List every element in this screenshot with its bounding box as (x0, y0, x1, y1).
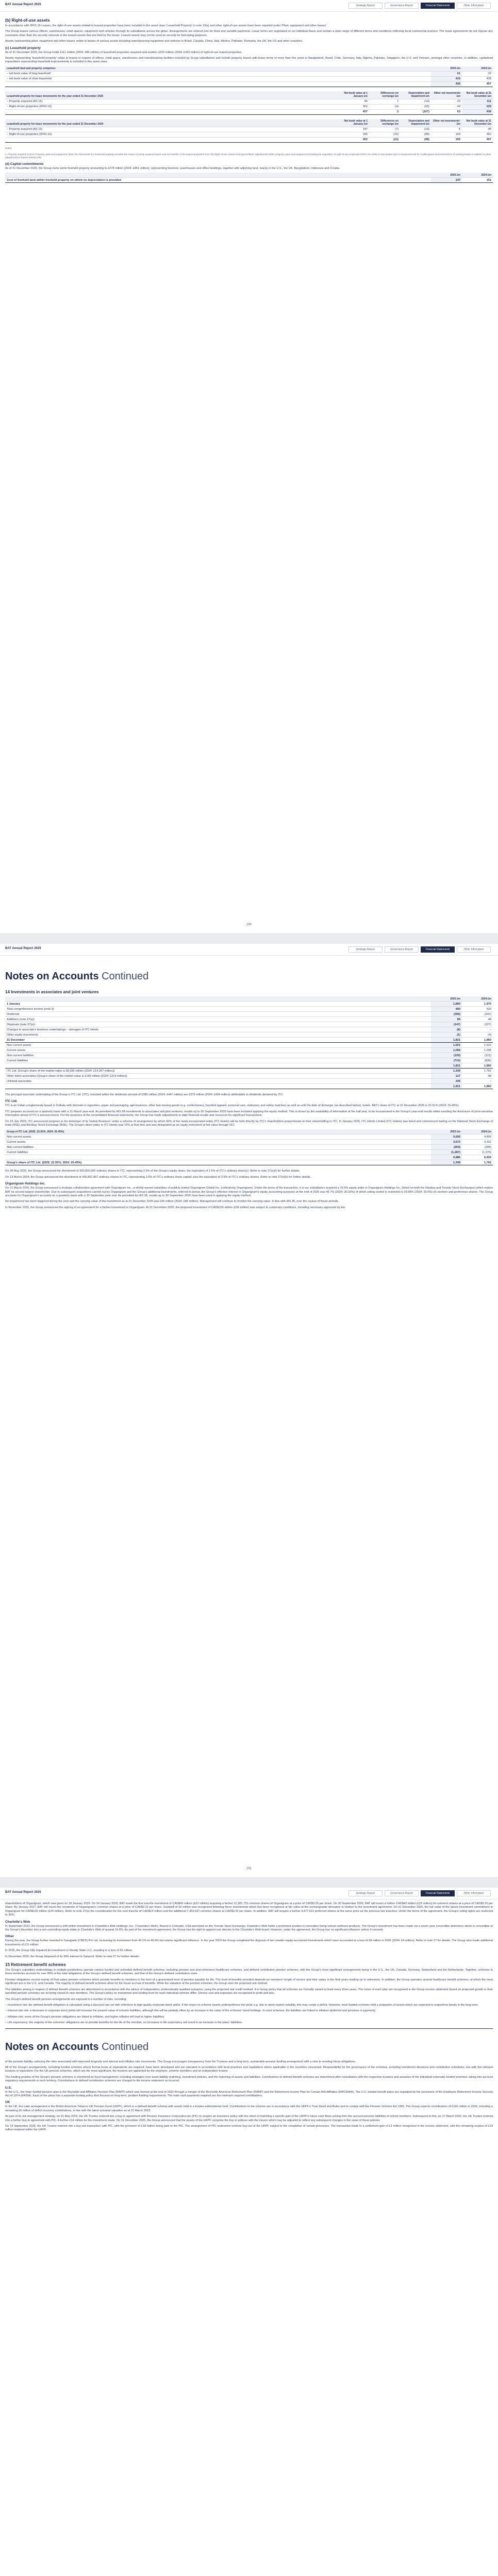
table-row (5, 1079, 493, 1084)
row-label (5, 81, 431, 87)
value-2024: 1,860 (462, 1038, 493, 1043)
row-label: – net book value of long leasehold (5, 71, 431, 76)
table-total-row (5, 1063, 493, 1069)
page-title (5, 2041, 493, 2053)
paragraph: No impairment has been triggered during the year and the carrying value of the investment as at 31 December 2025 was £95 million (2024: £85 million). Management will continue to monitor the carrying value. In line with IAS 36, over the course of future periods. (5, 1200, 339, 1204)
value-2024: 151 (462, 178, 493, 183)
value-2025: 5,605 (431, 1134, 462, 1140)
paragraph: On 24 July 2023, ITC announced progress in the demerger of its 'Hotels Business' under a scheme of arrangement by which 60% of the newly incorporated entity (ITC Hotels) will be held directly by ITC's shareholders proportionate to their shareholding in ITC. In January 2025, ITC Hotels Limited (ITC Hotels) was listed and commenced trading on the National Stock Exchange of India (NSE) and Bombay Stock Exchange (BSE). The Group's direct stake in ITC Hotels was 15% at that time and was designated as an equity instrument at fair value through OCI. (5, 1120, 493, 1127)
title-continued: Continued (102, 2041, 149, 2053)
tab-governance-report[interactable]: Governance Report (385, 3, 419, 9)
value-2025: 1,821 (431, 1063, 462, 1069)
paragraph: As of 31 December 2025, the Group owns some freehold property amounting to £278 million (2024: £861 million), representing factories, warehouses and office buildings, together with adjoining land, mainly in the U.S., the UK, Bangladesh, Indonesia and Croatia. (5, 166, 340, 170)
paragraph: In December 2025, the Group disposed of its 30% interest in Sanpont. Refer to note 27 for further details. (5, 1955, 140, 1958)
table-cell: 7 (369, 99, 400, 104)
row-label: Group's share of ITC Ltd. (2025: 22.91%; 2024: 25.45%) (5, 1160, 431, 1165)
tab-financial-statements[interactable]: Financial Statements (421, 1890, 455, 1896)
value-2024: 1,762 (462, 1160, 493, 1165)
paragraph: In 2025, the Group fully impaired its investment in Steady State LLC, resulting in a loss of £6 million. (5, 1949, 133, 1953)
paragraph: On 11 March 2024, the Group announced a strategic collaboration agreement with Organigram Inc., a wholly-owned subsidiary of publicly traded Organigram Global Inc. (collectively Organigram). Under the terms of the transaction, it is our subsidiaries acquired a 19.9% equity stake in Organigram Holdings Inc. (listed on both the Nasdaq and Toronto Stock Exchanges) which makes BAT its second largest shareholder. Due to subsequent acquisitions carried out by Organigram and the Group's additional investments, referred to below, the Group's effective interest in Organigram's equity accounting purposes at the end of 2025 was 45.7% (2024: 30.33%) of which voting control is restricted to 29.99% (2024: 29.9%) of common and preference shares. The Group accounts for Organigram's accounts on a quarterly basis with a 30 September year end. As permitted by IAS 28, results up to 30 September 2025 have been used in applying the equity method. (5, 1187, 493, 1198)
row-label: Other listed associates (Group's share of the market value is £196 million (2024: £314 million)) (5, 1074, 431, 1079)
value-2024: (4) (462, 1032, 493, 1038)
row-label: Non-current assets (5, 1043, 431, 1048)
row-label: – Property acquired (AS 16) (5, 127, 338, 132)
table-header: Net book value at 1 January £m (338, 91, 369, 99)
table-header: Net book value at 31 December £m (462, 119, 493, 127)
value-2024: 6,925 (462, 1155, 493, 1160)
report-page-291 (0, 944, 498, 1877)
row-label: Dividends (5, 1012, 431, 1017)
value-2024: 1,970 (462, 1002, 493, 1007)
report-page-290 (0, 0, 498, 933)
value-2024: (309) (462, 1145, 493, 1150)
paragraph: The Group's defined benefit pension arrangements are exposed to a number of risks, including: (5, 1997, 127, 2001)
row-label: Current assets (5, 1140, 431, 1145)
value-2024: 98 (462, 1074, 493, 1079)
table-header-blank (5, 996, 431, 1002)
table-cell: 147 (338, 127, 369, 132)
report-page-292 (0, 1888, 498, 2576)
table-row (5, 1058, 493, 1063)
section-heading: 14 Investments in associates and joint ventures (5, 990, 99, 994)
table-row (5, 1022, 493, 1027)
table-cell: 305 (338, 132, 369, 137)
value-2024: 435 (462, 76, 493, 81)
table-cell: 165 (431, 137, 462, 142)
table-cell: (22) (369, 137, 400, 142)
paragraph: As part of its risk management strategy, on 31 May 2019, the UK Trustee entered into a buy-in agreement with Pension Insurance Corporation plc (PIC) to acquire an insurance policy with the intent of matching a specific part of the UKPF's future cash flows arising from the accrued pension liabilities of retired members. Subsequent to this, on 17 March 2022, the UK Trustee entered into a further buy-in agreement with PIC. A further £14 million for the investment made. On 31 December 2025, the Group announced that the assets of the UKPF comprise the buy-in policies with the insurer which may be adjusted to reflect any subsequent changes in the value of these policies. (5, 2115, 493, 2122)
table-row (5, 127, 493, 132)
value-2024: 1,762 (462, 1069, 493, 1074)
value-2025: (147) (431, 1022, 462, 1027)
table-title: Leasehold land and property comprises (5, 66, 431, 72)
paragraph: of the pension liability, reducing the risks associated with improved longevity and interest and inflation rate movements. The Group encourages transparency from the Trustees and a long-term, sustainable pension funding arrangement with a view to meeting future obligations. (5, 2060, 356, 2063)
table-header: Differences on exchange £m (369, 119, 400, 127)
page-header (0, 0, 498, 12)
table-row (5, 1155, 493, 1160)
table-row (5, 1145, 493, 1150)
col-header-2025: 2025 £m (431, 996, 462, 1002)
table-cell: (10) (400, 127, 431, 132)
row-label: 31 December (5, 1038, 431, 1043)
row-label (5, 1063, 431, 1069)
row-label: Current assets (5, 1048, 431, 1053)
table-row (5, 1007, 493, 1012)
page-number: 291 (246, 1867, 252, 1870)
row-label: – Right-of-use properties (IFRS 16) (5, 132, 338, 137)
table-row (5, 1074, 493, 1079)
value-2024: – (462, 1079, 493, 1084)
table-header: Net book value at 1 January £m (338, 119, 369, 127)
table-row (5, 1032, 493, 1038)
subsection-heading: U.S. (5, 2086, 12, 2090)
paragraph: Assets representing plant, equipment and other leases' relate to leases of various assets including manufacturing equipment and vehicles in Brazil, Canada, China, Italy, Mexico, Pakistan, Romania, the UK, the US and other countries. (5, 40, 303, 43)
row-label: Additions (note 27(a)) (5, 1017, 431, 1022)
value-2025: (8) (431, 1027, 462, 1032)
paragraph: In the UK, the main arrangement is the British American Tobacco UK Pension Fund (UKPF), which is a defined benefit scheme with assets held in a trustee-administered fund. Contributions to the scheme are in accordance with the UKPF's Trust Deed and Rules and to comply with the Pension Scheme Act 1995. The Group expects contributions of £165 million in 2026, including a remaining £6 million of deficit recovery contributions, in line with the latest actuarial valuation as at 31 March 2023. (5, 2105, 493, 2112)
table-header: Differences on exchange £m (369, 91, 400, 99)
table-row (5, 1002, 493, 1007)
value-2024: (447) (462, 1012, 493, 1017)
table-row (5, 1048, 493, 1053)
title-text: Notes on Accounts (5, 971, 99, 982)
paragraph: – Interest rate risk: a decrease in corporate bond yields will increase the present value of scheme liabilities, although this will be partially offset by an increase in the value of the schemes' bond holdings. In most schemes, the liabilities are linked to inflation (deferred and pensions in payment); (5, 2009, 376, 2013)
paragraph: – Life expectancy: the majority of the schemes' obligations are to provide benefits for the life of the member, so increases in life expectancy will result in an increase in the plans' liabilities. (5, 2021, 243, 2025)
value-2025: 1,349 (431, 1160, 462, 1165)
value-2024: – (462, 1027, 493, 1032)
table-row (5, 1012, 493, 1017)
value-2025: 415 (431, 76, 462, 81)
page-content (5, 958, 493, 1212)
value-2024: (836) (462, 1058, 493, 1063)
table-cell: 452 (338, 137, 369, 142)
table-cell: 225 (462, 104, 493, 109)
tab-strategic-report[interactable]: Strategic Report (348, 3, 383, 9)
tab-financial-statements[interactable]: Financial Statements (421, 3, 455, 9)
table-total-row (5, 1160, 493, 1165)
tab-other-information[interactable]: Other Information (457, 1890, 491, 1896)
value-2025: 84 (431, 1017, 462, 1022)
value-2024: 4,152 (462, 1140, 493, 1145)
report-name: BAT Annual Report 2025 (5, 1891, 41, 1894)
table-cell: (98) (400, 137, 431, 142)
table-cell: 3 (369, 109, 400, 114)
value-2025: (254) (431, 1145, 462, 1150)
subsection-heading: Organigram Holdings Inc. (5, 1182, 46, 1186)
table-total-row (5, 137, 493, 142)
row-label: Disposals (note 27(e)) (5, 1022, 431, 1027)
page-separator (0, 1877, 498, 1888)
paragraph: On 13 March 2024, the Group announced the divestment of 436,851,457 ordinary shares in ITC, representing 3.5% of ITC's ordinary share capital; plus the equivalent of 3.5% of ITC's ordinary shares. Refer to note 27(e)(ii) for further details. (5, 1175, 311, 1179)
paragraph: The liabilities arising in respect of defined benefit schemes are determined in accordance with the advice of independent, professionally qualified actuaries, using the projected unit credit method. It is Group policy that all schemes are formally valued at least every three years. The notes of each plan are recognised in the Group income statement based on projected growth in their specified pension schemes are all being closed to new members. The Group's policy on investment and funding level for each individual scheme differ. Service cost and expenses are recognised in profit and loss. (5, 1988, 493, 1995)
table-row (5, 1017, 493, 1022)
tab-strategic-report[interactable]: Strategic Report (348, 946, 383, 953)
row-label (5, 1155, 431, 1160)
paragraph: Assets representing 'leasehold property' relate to leases in respect of offices, retail space, warehouses and manufacturing facilities included by Group subsidiaries and include property leases with lease terms of more than five years in Bangladesh, Brazil, Chile, Germany, Italy, Nigeria, Pakistan, Singapore, the U.S. and Vietnam, amongst other countries. In addition, capitalised expenditure representing leasehold improvements is included in this asset class. (5, 57, 493, 64)
table-cell: 457 (462, 137, 493, 142)
table-header: Depreciation and impairment £m (400, 91, 431, 99)
subsection-heading: (c) Leasehold property (5, 46, 41, 50)
table-cell: (107) (400, 109, 431, 114)
table-cell: 63 (431, 109, 462, 114)
table-row (5, 1053, 493, 1058)
row-label: ITC Ltd. (Group's share of the market value is £8,936 million (2024: £14,367 million)) (5, 1069, 431, 1074)
paragraph: In September 2022, the Group announced a £48 million investment in Charlotte's Web Holdings, Inc. ('Charlotte's Web'). Based in Colorado, USA and listed on the Toronto Stock Exchange, Charlotte's Web holds a prominent position in innovative hemp extract wellness products. The Group's investment has been made via a seven-year convertible debenture which is convertible at the Group's discretion into a non-controlling equity stake in Charlotte's Web of around 19.9%. As part of the investment agreement, the Group has the right to appoint one director to the Charlotte's Web board. However, under the agreement, the Group has no significant influence unless it converts. (5, 1924, 493, 1932)
table-total-row (5, 81, 493, 87)
table-total-row (5, 178, 493, 183)
table-total-row (5, 1038, 493, 1043)
table-header: 2024 £m (462, 1129, 493, 1134)
value-2024: (121) (462, 1053, 493, 1058)
associates-text (5, 1093, 493, 1127)
subsection-heading: Other (5, 1935, 14, 1939)
paragraph: ITC prepares accounts on a quarterly basis with a 31 March year-end. As permitted by IAS 28 Investments in associates and joint ventures, results up to 30 September 2025 have been included applying the equity method. This is driven by the availability of information at the half year, to be incorporated in the Group's year-end results whilst avoiding the disclosure of price-sensitive information ahead of ITC's announcement. For the purposes of the consolidated financial statements, the Group has made adjustments to align financial results and resources for significant transactions. (5, 1110, 493, 1117)
table-cell: 436 (462, 109, 493, 114)
value-2025: 127 (431, 1074, 462, 1079)
page-header (0, 1888, 498, 1900)
value-2024: 22 (462, 71, 493, 76)
col-header-2024: 2024 £m (462, 66, 493, 72)
tab-other-information[interactable]: Other Information (457, 946, 491, 953)
value-2025: 3,672 (431, 1140, 462, 1145)
value-2025: 1,821 (431, 1084, 462, 1089)
value-2025: 147 (431, 178, 462, 183)
page-content (5, 14, 493, 187)
value-2025: (396) (431, 1012, 462, 1017)
value-2024: (227) (462, 1022, 493, 1027)
col-header-2025: 2025 £m (431, 66, 462, 72)
table-header: Depreciation and impairment £m (400, 119, 431, 127)
col-header-2025: 2025 £m (431, 173, 462, 178)
nav-tabs (348, 946, 491, 953)
row-label: – net book value of short leasehold (5, 76, 431, 81)
value-2024: 520 (462, 1007, 493, 1012)
row-label: Unlisted associates (5, 1079, 431, 1084)
table-total-row (5, 1084, 493, 1089)
value-2025: 1,056 (431, 1048, 462, 1053)
report-name: BAT Annual Report 2025 (5, 3, 41, 6)
table-header: Other net movements¹ £m (431, 119, 462, 127)
page-header (0, 944, 498, 956)
tab-governance-report[interactable]: Governance Report (385, 1890, 419, 1896)
row-label: Non-current liabilities (5, 1145, 431, 1150)
paragraph: In November 2025, the Group announced the signing of an agreement for a further investment in Organigram. At 31 December 2025, the proposed investment of CAD$105 million (£56 million) was subject to customary conditions, including necessary approvals by the (5, 1206, 345, 1209)
table-row (5, 76, 493, 81)
table-cell: (88) (400, 132, 431, 137)
table-row (5, 1150, 493, 1155)
value-2024: 1,612 (462, 1043, 493, 1048)
freehold-land-table (5, 173, 493, 183)
paragraph: In the U.S., the main funded pension plan is the Reynolds and Affiliates Pension Plan (RAPP) which was formed at the end of 2022 through a merger of the Reynolds American Retirement Plan (RARP) and the Retirement Income Plan for Certain RAI Affiliates (RIPCRAIA). The U.S. funded benefit plans are regulated by the provisions of the Employee Retirement Income Security Act of 1974 (ERISA). Each of the plans has a separate funding policy that focuses on long-term, prudent funding requirements. The main cash payments required are the minimum required contributions. (5, 2090, 493, 2097)
leasehold-movements-2024-table (5, 119, 493, 143)
value-2025: (716) (431, 1058, 462, 1063)
value-2025: 1,821 (431, 1038, 462, 1043)
table-cell: 23 (431, 99, 462, 104)
report-name: BAT Annual Report 2025 (5, 947, 41, 950)
table-cell: 95 (462, 127, 493, 132)
table-header: Leasehold property for lease movements for the year ended 31 December 2024 (5, 119, 338, 127)
row-label (5, 1084, 431, 1089)
table-total-row (5, 109, 493, 114)
table-cell: (7) (369, 127, 400, 132)
paragraph: On 28 May 2025, the Group announced the divestment of 300,000,000 ordinary shares in ITC, representing 2.5% of the Group's equity share, the equivalent of 2.5% of ITC's ordinary share(s). Refer to note 27(e)(i) for further details. (5, 1170, 301, 1173)
table-cell: (93) (400, 104, 431, 109)
paragraph: All of the Group's arrangements, including funded schemes where formal trusts or equivalents are required, have been developed and are operated in accordance with local practices and regulations where applicable in the countries concerned. Responsibility for the governance of the schemes, including investment decisions and contribution schedules, lies with the relevant trustees or equivalent. For the UK pension schemes, which are the most significant, the trustees are appointed by the employer, scheme members and an independent trustee. (5, 2065, 493, 2073)
subsection-heading: (d) Capital commitments (5, 162, 44, 166)
page-separator (0, 933, 498, 944)
notes-label: Notes: (5, 146, 12, 149)
table-row (5, 99, 493, 104)
row-label (5, 137, 338, 142)
col-header-2024: 2024 £m (462, 996, 493, 1002)
table-row (5, 1134, 493, 1140)
leasehold-land-table (5, 66, 493, 87)
value-2024: 4,456 (462, 1134, 493, 1140)
table-row (5, 1140, 493, 1145)
row-label: 1 January (5, 1002, 431, 1007)
row-label: Non-current liabilities (5, 1053, 431, 1058)
row-label: Current liabilities (5, 1058, 431, 1063)
value-2024: 1,860 (462, 1084, 493, 1089)
leasehold-movements-2025-table (5, 91, 493, 115)
value-2024: (1,379) (462, 1150, 493, 1155)
paragraph: In accordance with IFRS 16 Leases, the right-of-use assets related to leased properties have been included in the asset class 'Leasehold Property' in note 13(a) and other right-of-use assets have been reported under 'Plant, equipment and other leases'. (5, 24, 327, 27)
row-label: Current liabilities (5, 1150, 431, 1155)
paragraph: The funding position of the Group's pension schemes is monitored by local management, including strategies over asset-liability matching, investment policies, and the matching of assets and liabilities. Contributions to defined benefit schemes are determined after consultation with the respective trustees and actuaries of the individual externally funded schemes, taking into account regulatory requirements in each territory. Contributions to defined contribution schemes are charged to the income statement as incurred. (5, 2075, 493, 2083)
subsection-heading: UK (5, 2100, 10, 2105)
tab-financial-statements[interactable]: Financial Statements (421, 946, 455, 953)
tab-strategic-report[interactable]: Strategic Report (348, 1890, 383, 1896)
divider (5, 2028, 493, 2029)
row-label: Other equity movements (5, 1032, 431, 1038)
value-2025: 436 (431, 81, 462, 87)
table-cell: (15) (369, 132, 400, 137)
nav-tabs (348, 1890, 491, 1896)
table-header-blank (5, 173, 431, 178)
row-label: Total comprehensive income (note 9) (5, 1007, 431, 1012)
row-label (5, 109, 338, 114)
table-cell: (14) (400, 99, 431, 104)
value-2024: 1,205 (462, 1048, 493, 1053)
table-row (5, 71, 493, 76)
value-2025: 21 (431, 71, 462, 76)
row-label: Non-current assets (5, 1134, 431, 1140)
table-row (5, 132, 493, 137)
tab-other-information[interactable]: Other Information (457, 3, 491, 9)
tab-governance-report[interactable]: Governance Report (385, 946, 419, 953)
table-header: Net book value at 31 December £m (462, 91, 493, 99)
value-2024: 48 (462, 1017, 493, 1022)
table-cell: 457 (338, 109, 369, 114)
col-header-2024: 2024 £m (462, 173, 493, 178)
table-header: Group of ITC Ltd. (2025: 22.91%; 2024: 25.45%) (5, 1129, 431, 1134)
value-2025: 1,349 (431, 1069, 462, 1074)
paragraph: – Inflation risk: some of the Group's pension obligations are linked to inflation, and higher inflation will lead to higher liabilities; (5, 2015, 165, 2019)
table-cell: 362 (462, 132, 493, 137)
table-cell: 160 (431, 132, 462, 137)
value-2025: 5,886 (431, 1155, 462, 1160)
table-cell: 362 (338, 104, 369, 109)
footnote: 1. Property acquired (AS16) 'Property, plant and equipment' other net movements for leasehold property includes the impact of newly acquired leases and net transfer of the leased properties from '(b) Right-of-use' assets and hyperinflation adjustments within property, plant and equipment (including the acquisition of right-of-use properties (IFRS 16) relate to new leases and re-measurements for modifications and terminations of existing leases in addition to other adjustments to leased assets (net). (5, 152, 491, 159)
paragraph: The Group leases various offices, warehouses, retail spaces, equipment and vehicles through its subsidiaries across the globe. Arrangements are entered into for fixed and variable payments. Lease terms are negotiated on an individual basis and contain a wide range of different terms and conditions reflecting local commercial practice. The lease agreements do not impose any covenants other than the security interests in the leased assets that are held by the lessor. Leased assets may not be used as security for borrowing purposes. (5, 30, 493, 37)
paragraph: On 19 September 2025, the UK Trustee entered into a buy-out transaction with PIC, with the provision of £18 million being paid to the PIC. The arrangement of PIC underwent scheme buy-out of the UKPF subject to the completion of certain processes. The transaction leads to a settlement gain of £1 million recognised in the income statement, with the remaining surplus of £14 million retained within the UKPF. (5, 2125, 493, 2132)
paragraph: As of 31 December 2025, the Group holds £111 million (2024: £85 million) of leasehold properties acquired and another £225 million (2024: £262 million) of right-of-use leased properties. (5, 50, 242, 54)
table-cell: 95 (338, 99, 369, 104)
page-content (5, 1902, 493, 2134)
value-2025: (120) (431, 1053, 462, 1058)
value-2025: (1,287) (431, 1150, 462, 1155)
page-title (5, 971, 493, 982)
value-2024: 1,860 (462, 1063, 493, 1069)
value-2025: (1) (431, 1032, 462, 1038)
table-header: Other net movements £m (431, 91, 462, 99)
row-label: Cost of freehold land within freehold property on which no depreciation is provided (5, 178, 431, 183)
paragraph: The principal associate undertaking of the Group is ITC Ltd. (ITC), included within the dividends amount of £386 million (2024: £447 million) are £376 million (2024: £434 million) attributable to dividends declared by ITC. (5, 1093, 284, 1096)
section-heading: (b) Right-of-use assets (5, 18, 50, 23)
value-2025: 1,860 (431, 1002, 462, 1007)
row-label: Changes in associate's business undertakings – damages of ITC Hotels (5, 1027, 431, 1032)
table-row (5, 1027, 493, 1032)
value-2025: 400 (431, 1007, 462, 1012)
row-label: – Right-of-use properties (IFRS 16) (5, 104, 338, 109)
table-row (5, 1069, 493, 1074)
paragraph: The Group's subsidiary undertakings in multiple jurisdictions operate various funded and unfunded defined benefit schemes, including pension and post-retirement healthcare schemes, and defined contribution pension schemes, with the Group's most significant arrangements being in the U.S., the UK, Canada, Germany, Switzerland and the Netherlands. Together, schemes in these territories account for over 85% of the total obligations of the Group's defined benefit schemes, and that of the Group's defined contribution costs. (5, 1969, 493, 1976)
subsection-heading: Charlotte's Web (5, 1920, 30, 1924)
paragraph: Pension obligations consist mainly of final salary pension schemes which provide benefits to members in the form of a guaranteed level of pension payable for life. The level of benefits provided depends on members' length of service and their salary in the final years leading up to retirement. In addition, the Group operates several healthcare benefit schemes, of which the most significant are in the U.S. and Canada. The majority of defined benefit schemes allow for the future accrual of benefits. While the valuation of the pension schemes, the Group uses the projected unit method. (5, 1978, 493, 1986)
table-cell: (4) (369, 104, 400, 109)
value-2024: 457 (462, 81, 493, 87)
table-cell: 111 (462, 99, 493, 104)
nav-tabs (348, 3, 491, 9)
organigram-text (5, 1170, 493, 1210)
value-2025: 1,601 (431, 1043, 462, 1048)
paragraph: shareholders of Organigram, which was given on 18 January 2026. On 24 January 2026, BAT made the first tranche investment of CAD$42 million (£22 million) acquiring a further 12,381,715 common shares of Organigram at a price of CAD$3.25 per share. On 30 September 2026, BAT will invest a further CAD$42 million (£22 million) for common shares at a price of CAD$3.25 per share. By January 2027, BAT will invest the remainder of Organigram's common shares at a price of CAD$3.22 per share. Goodwill of £5 million was recognised following these investments which has been recognised at fair value at the exchangeable derivative in relation to the investment agreement. On 31 December 2025, the fair value of the above investment commitment in Organigram for CAD$105 million (£24 million). Refer to note 27(a) the consideration for the next tranche of CAD$14 million and the additional 7,363,437 common shares at CAD$3.22 per share. In addition, BAT will acquire a further 4,477,612 preferred shares at the same price as the previous two tranches. Under the terms of the agreement, the Group's voting rights are restricted to 30%. (5, 1902, 493, 1917)
table-header: Leasehold property for lease movements for the year ended 31 December 2025 (5, 91, 338, 99)
table-row (5, 104, 493, 109)
itc-summary-table (5, 1129, 493, 1165)
table-cell: 5 (431, 127, 462, 132)
subsection-heading: ITC Ltd. (5, 1099, 18, 1104)
title-continued: Continued (102, 971, 149, 982)
title-text: Notes on Accounts (5, 2041, 99, 2053)
paragraph: ITC is an Indian conglomerate based in Kolkata with interests in cigarettes, paper and packaging, agri-business, other fast-moving goods (e.g. confectionery, branded apparel, personal care, stationery and safety matches) as well as until the date of demerger (as described below), hotels. BAT's share of ITC at 31 December 2025 is 22.91% (2024: 25.45%). (5, 1104, 459, 1108)
paragraph: During the year, the Group further invested in Sanapalle (CNDS) Pvt Ltd, increasing its investment from 46.1% to 49.9% but retains significant influence. In the year 2023 the Group completed the disposal of two smaller equity-accounted investments which were accounted at a loss of £8 million in 2025 (2024: £4 million). Refer to note 27 for details. The Group also made additional investments of £11 million. (5, 1939, 493, 1946)
page-number: 290 (246, 923, 252, 926)
paragraph: – Investment risk: the defined benefit obligation is calculated using a discount rate set with reference to high quality corporate bond yields. If the return on scheme assets underperforms this yield, e.g. due to stock market volatility, this may create a deficit. However, most funded schemes hold a proportion of assets which are expected to outperform bonds in the long term; (5, 2003, 478, 2007)
value-2025: 345 (431, 1079, 462, 1084)
section-heading: 15 Retirement benefit schemes (5, 1962, 66, 1968)
table-cell: 40 (431, 104, 462, 109)
table-header: 2025 £m (431, 1129, 462, 1134)
row-label: – Property acquired (AS 16) (5, 99, 338, 104)
associates-table (5, 996, 493, 1089)
table-row (5, 1043, 493, 1048)
